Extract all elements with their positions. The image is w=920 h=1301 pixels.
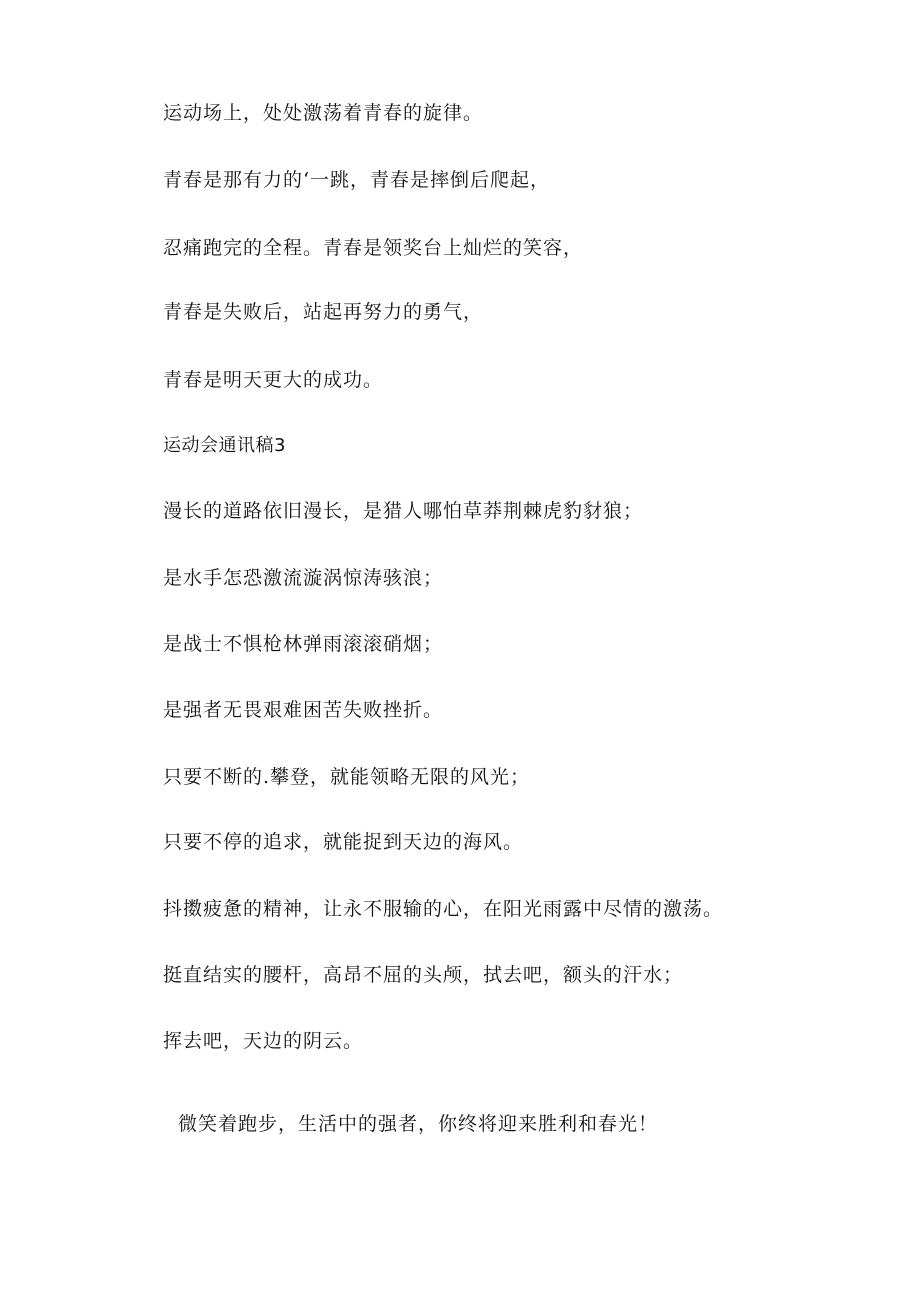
text-line: 是水手怎恐激流漩涡惊涛骇浪； — [163, 567, 444, 589]
text-line: 是强者无畏艰难困苦失败挫折。 — [163, 699, 444, 721]
section-heading: 运动会通讯稿3 — [163, 435, 286, 456]
text-line: 抖擞疲惫的精神，让永不服输的心，在阳光雨露中尽情的激荡。 — [163, 898, 724, 920]
text-line: 只要不断的.攀登，就能领略无限的风光； — [163, 766, 531, 788]
text-line: 忍痛跑完的全程。青春是领奖台上灿烂的笑容， — [163, 237, 584, 259]
text-line: 运动场上，处处激荡着青春的旋律。 — [163, 102, 484, 124]
text-line: 只要不停的追求，就能捉到天边的海风。 — [163, 831, 524, 853]
text-line: 青春是失败后，站起再努力的勇气， — [163, 301, 484, 323]
text-line: 青春是明天更大的成功。 — [163, 369, 384, 391]
text-line: 是战士不惧枪林弹雨滚滚硝烟； — [163, 633, 444, 655]
text-line: 挥去吧，天边的阴云。 — [163, 1030, 364, 1052]
closing-line: 微笑着跑步，生活中的强者，你终将迎来胜利和春光！ — [178, 1113, 659, 1135]
text-line: 挺直结实的腰杆，高昂不屈的头颅，拭去吧，额头的汗水； — [163, 964, 684, 986]
text-line: 青春是那有力的‘一跳，青春是摔倒后爬起， — [163, 169, 551, 191]
text-line: 漫长的道路依旧漫长，是猎人哪怕草莽荆棘虎豹豺狼； — [163, 500, 644, 522]
